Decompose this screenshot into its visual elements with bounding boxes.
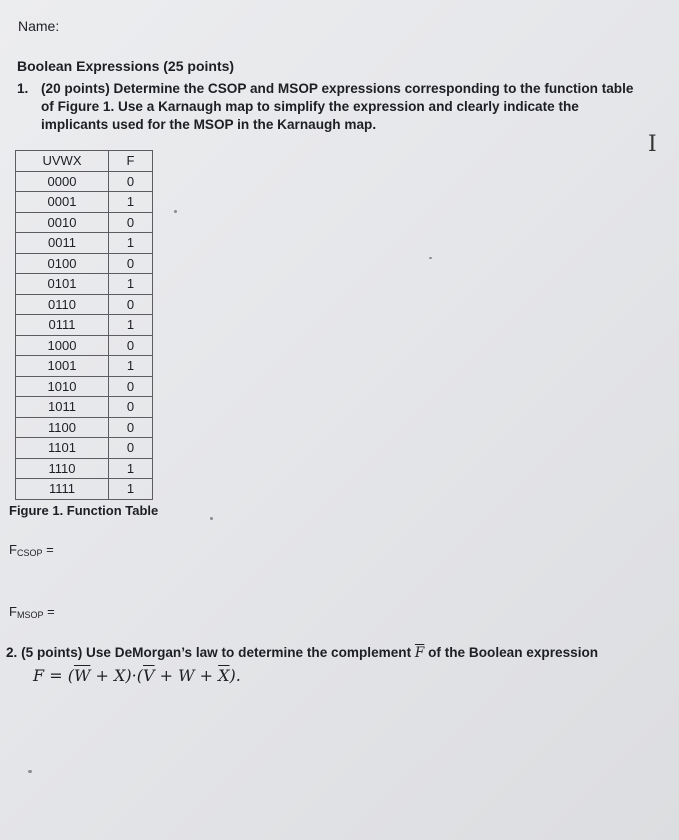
- table-row: [16, 376, 153, 397]
- speck: [174, 210, 177, 213]
- question-1-text: (20 points) Determine the CSOP and MSOP expressions corresponding to the function table of Figure 1. Use a Karnaugh map to simplify the expression and clearly indicate the implicants used for the MSOP in the Karnaugh map.: [41, 81, 634, 132]
- formula-open-paren-2: (: [136, 666, 143, 685]
- input-cell: 0111: [16, 315, 109, 336]
- f-csop-subscript: CSOP: [16, 548, 43, 558]
- formula-w-bar: $\overline{W}$: [73, 666, 91, 685]
- f-msop-letter: F: [9, 604, 17, 619]
- table-row: [16, 458, 153, 479]
- input-cell: 0010: [16, 212, 109, 233]
- formula-close-paren-1: ): [125, 666, 132, 685]
- section-title: Boolean Expressions (25 points): [17, 58, 235, 74]
- table-row: [16, 294, 153, 315]
- input-cell: 1101: [16, 438, 109, 459]
- text-cursor-icon: I: [648, 132, 657, 157]
- input-cell: 1110: [16, 458, 109, 479]
- name-label: Name:: [18, 18, 60, 34]
- table-row: [16, 212, 153, 233]
- f-csop-answer: [9, 542, 54, 558]
- table-row: [16, 253, 153, 274]
- formula-v-bar: $\overline{V}$: [142, 666, 155, 685]
- output-cell: 0: [109, 376, 153, 397]
- output-cell: 1: [109, 356, 153, 377]
- question-2-text-after: of the Boolean expression: [424, 645, 599, 660]
- f-csop-letter: F: [9, 542, 17, 557]
- speck: [429, 257, 432, 259]
- input-cell: 0100: [16, 253, 109, 274]
- formula-mid-2: + W +: [154, 666, 219, 685]
- output-cell: 0: [109, 171, 153, 192]
- input-cell: 0110: [16, 294, 109, 315]
- f-csop-equals: =: [42, 542, 54, 557]
- output-cell: 1: [109, 315, 153, 336]
- question-1: [17, 80, 647, 134]
- table-row: [16, 233, 153, 254]
- speck: [28, 770, 32, 773]
- table-row: [16, 417, 153, 438]
- table-row: [16, 335, 153, 356]
- input-cell: 0101: [16, 274, 109, 295]
- table-row: [16, 171, 153, 192]
- input-cell: 0000: [16, 171, 109, 192]
- speck: [210, 517, 213, 520]
- output-cell: 0: [109, 294, 153, 315]
- figure-caption: Figure 1. Function Table: [9, 503, 159, 518]
- f-msop-equals: =: [43, 604, 55, 619]
- table-row: [16, 274, 153, 295]
- complement-symbol: $\overline{F}$: [414, 645, 425, 661]
- input-cell: 1111: [16, 479, 109, 500]
- input-cell: 1011: [16, 397, 109, 418]
- formula-mid-1: + X: [90, 666, 126, 685]
- output-cell: 0: [109, 212, 153, 233]
- output-cell: 1: [109, 192, 153, 213]
- output-cell: 0: [109, 417, 153, 438]
- formula-x-bar: $\overline{X}$: [218, 666, 230, 685]
- question-1-number: 1.: [17, 81, 29, 96]
- f-msop-subscript: MSOP: [16, 610, 44, 620]
- question-2-text-before: 2. (5 points) Use DeMorgan’s law to determine the complement: [6, 645, 415, 660]
- output-cell: 1: [109, 274, 153, 295]
- f-msop-answer: [9, 604, 55, 620]
- output-cell: 0: [109, 397, 153, 418]
- input-cell: 1010: [16, 376, 109, 397]
- formula-open-paren-1: (: [67, 666, 74, 685]
- formula-dot: ·: [131, 666, 137, 685]
- table-row: [16, 397, 153, 418]
- table-row: [16, 479, 153, 500]
- table-row: [16, 192, 153, 213]
- output-cell: 1: [109, 233, 153, 254]
- table-row: [16, 315, 153, 336]
- output-cell: 0: [109, 335, 153, 356]
- input-cell: 1001: [16, 356, 109, 377]
- input-cell: 0001: [16, 192, 109, 213]
- input-cell: 0011: [16, 233, 109, 254]
- output-cell: 0: [109, 438, 153, 459]
- output-cell: 1: [109, 479, 153, 500]
- table-row: [16, 438, 153, 459]
- header-f: F: [109, 151, 153, 172]
- boolean-formula: [33, 666, 241, 685]
- input-cell: 1000: [16, 335, 109, 356]
- table-header-row: [16, 151, 153, 172]
- formula-lhs: F =: [33, 666, 68, 685]
- header-uvwx: UVWX: [16, 151, 109, 172]
- input-cell: 1100: [16, 417, 109, 438]
- output-cell: 0: [109, 253, 153, 274]
- formula-close-paren-2: ).: [229, 666, 241, 685]
- question-2: [6, 645, 598, 661]
- function-table: [15, 150, 153, 500]
- table-row: [16, 356, 153, 377]
- output-cell: 1: [109, 458, 153, 479]
